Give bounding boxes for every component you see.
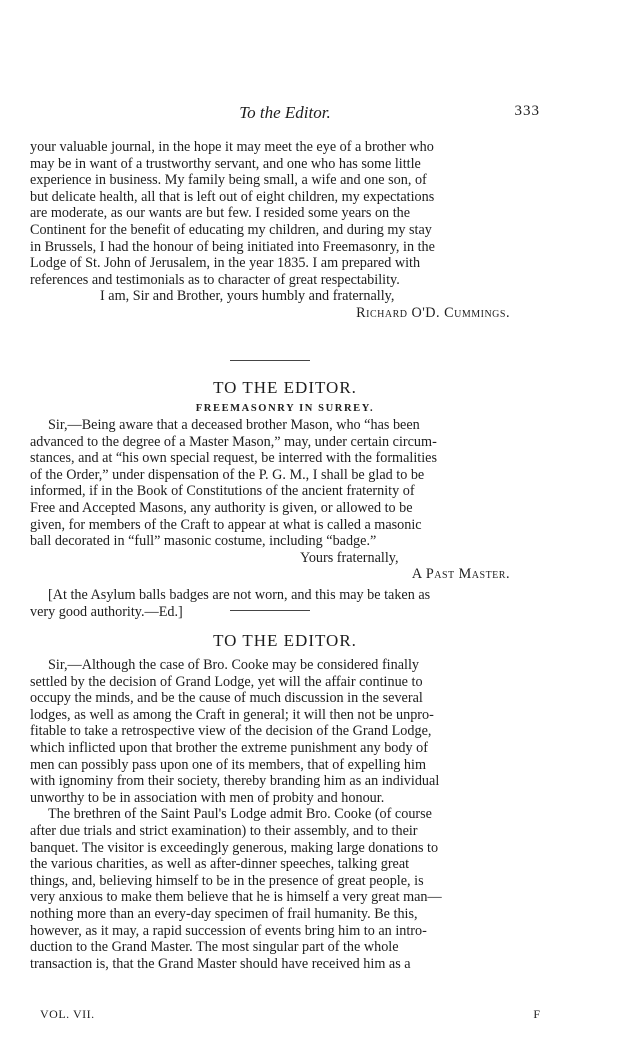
text-line: of the Order,” under dispensation of the P. G. M., I shall be glad to be: [30, 466, 425, 483]
text-line: very good authority.—Ed.]: [30, 603, 183, 620]
text-line: nothing more than an every-day specimen of frail humanity. Be this,: [30, 905, 418, 922]
text-line: Free and Accepted Masons, any authority is given, or allowed to be: [30, 499, 413, 516]
text-line: your valuable journal, in the hope it may meet the eye of a brother who: [30, 139, 434, 155]
editor-note: [30, 587, 540, 620]
text-line: references and testimonials as to character of great respectability.: [30, 271, 400, 288]
letter-3-heading: TO THE EDITOR.: [213, 631, 357, 650]
text-line: settled by the decision of Grand Lodge, yet will the affair continue to: [30, 673, 423, 690]
text-line: duction to the Grand Master. The most singular part of the whole: [30, 939, 399, 956]
letter-3-paragraph-1: [30, 657, 540, 806]
letter-1: [30, 139, 540, 322]
text-line: with ignominy from their society, thereby branding him as an individual: [30, 773, 440, 790]
letter-1-signature: Richard O'D. Cummings.: [356, 304, 510, 321]
letter-2-subheading: FREEMASONRY IN SURREY.: [195, 403, 375, 414]
signature-mark: F: [533, 1007, 540, 1021]
letter-1-closing: I am, Sir and Brother, yours humbly and fraternally,: [100, 288, 395, 305]
letter-2-heading: TO THE EDITOR.: [213, 378, 357, 397]
text-line: [At the Asylum balls badges are not worn, and this may be taken as: [48, 586, 431, 603]
letter-3: [30, 631, 540, 972]
text-line: however, as it may, a rapid succession of events bring him to an intro-: [30, 922, 427, 939]
text-line: men can possibly pass upon one of its members, that of expelling him: [30, 756, 427, 773]
text-line: The brethren of the Saint Paul's Lodge admit Bro. Cooke (of course: [48, 806, 432, 823]
running-title: To the Editor.: [239, 103, 331, 122]
text-line: in Brussels, I had the honour of being initiated into Freemasonry, in the: [30, 238, 435, 255]
text-line: things, and, believing himself to be in the presence of great people, is: [30, 872, 424, 889]
text-line: transaction is, that the Grand Master should have received him as a: [30, 955, 411, 972]
text-line: unworthy to be in association with men of probity and honour.: [30, 789, 385, 806]
volume-label: VOL. VII.: [40, 1007, 95, 1021]
text-line: may be in want of a trustworthy servant, and one who has some little: [30, 155, 421, 172]
text-line: Continent for the benefit of educating my children, and during my stay: [30, 221, 432, 238]
letter-2-signature: A Past Master.: [411, 566, 510, 583]
section-divider: [230, 360, 310, 361]
text-line: Lodge of St. John of Jerusalem, in the year 1835. I am prepared with: [30, 255, 421, 272]
text-line: given, for members of the Craft to appear at what is called a masonic: [30, 516, 422, 533]
section-divider: [230, 610, 310, 611]
page-number: 333: [514, 103, 540, 119]
text-line: Sir,—Being aware that a deceased brother Mason, who “has been: [48, 417, 420, 433]
page-footer: [40, 1007, 540, 1022]
text-line: informed, if in the Book of Constitutions of the ancient fraternity of: [30, 483, 415, 500]
text-line: experience in business. My family being small, a wife and one son, of: [30, 172, 427, 189]
text-line: fitable to take a retrospective view of the decision of the Grand Lodge,: [30, 723, 432, 740]
letter-2-closing: Yours fraternally,: [300, 549, 399, 566]
text-line: stances, and at “his own special request, be interred with the formalities: [30, 450, 437, 467]
text-line: lodges, as well as among the Craft in general; it will then not be unpro-: [30, 706, 434, 723]
text-line: very anxious to make them believe that he is himself a very great man—: [30, 889, 442, 906]
letter-2: [30, 378, 540, 620]
letter-2-body: [30, 417, 540, 550]
text-line: are moderate, as our wants are but few. I resided some years on the: [30, 205, 411, 222]
text-line: banquet. The visitor is exceedingly generous, making large donations to: [30, 839, 439, 856]
letter-1-body: [30, 139, 540, 288]
page-header: [30, 103, 540, 123]
text-line: the various charities, as well as after-dinner speeches, talking great: [30, 856, 410, 873]
text-line: after due trials and strict examination) to their assembly, and to their: [30, 822, 418, 839]
text-line: which inflicted upon that brother the extreme punishment any body of: [30, 739, 428, 756]
text-line: Sir,—Although the case of Bro. Cooke may be considered finally: [48, 657, 419, 673]
text-line: ball decorated in “full” masonic costume, including “badge.”: [30, 533, 377, 550]
text-line: advanced to the degree of a Master Mason,” may, under certain circum-: [30, 433, 437, 450]
text-line: but delicate health, all that is left out of eight children, my expectations: [30, 188, 435, 205]
text-line: occupy the minds, and be the cause of much discussion in the several: [30, 690, 423, 707]
letter-3-paragraph-2: [30, 806, 540, 972]
